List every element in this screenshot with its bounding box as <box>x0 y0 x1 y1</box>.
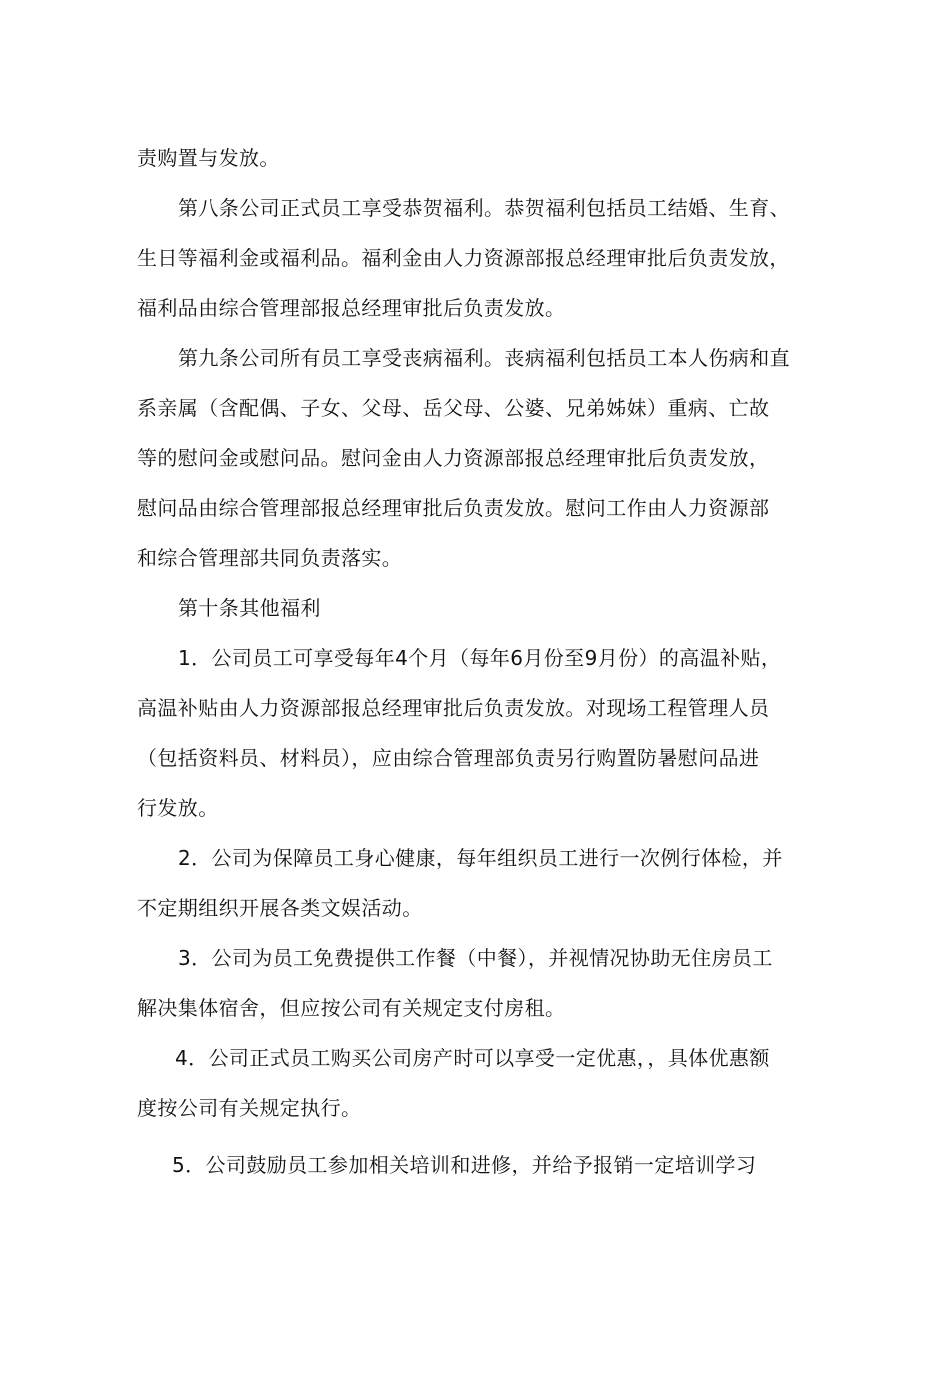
text-line: 解决集体宿舍，但应按公司有关规定支付房租。 <box>137 996 566 1020</box>
article-9-heading-line: 第九条公司所有员工享受丧病福利。丧病福利包括员工本人伤病和直 <box>178 346 790 370</box>
text-line: 福利品由综合管理部报总经理审批后负责发放。 <box>137 296 566 320</box>
text-line: 和综合管理部共同负责落实。 <box>137 546 403 570</box>
text-line: （包括资料员、材料员），应由综合管理部负责另行购置防暑慰问品进 <box>137 746 760 770</box>
article-8-heading-line: 第八条公司正式员工享受恭贺福利。恭贺福利包括员工结婚、生育、 <box>178 196 790 220</box>
text-line: 系亲属（含配偶、子女、父母、岳父母、公婆、兄弟姊妹）重病、亡故 <box>137 396 770 420</box>
article-10-heading: 第十条其他福利 <box>178 596 321 620</box>
list-item-2-line: 2．公司为保障员工身心健康，每年组织员工进行一次例行体检，并 <box>178 846 783 870</box>
text-line: 等的慰问金或慰问品。慰问金由人力资源部报总经理审批后负责发放， <box>137 446 770 470</box>
text-line: 生日等福利金或福利品。福利金由人力资源部报总经理审批后负责发放， <box>137 246 790 270</box>
list-item-5-line: 5．公司鼓励员工参加相关培训和进修，并给予报销一定培训学习 <box>172 1153 757 1177</box>
text-line: 不定期组织开展各类文娱活动。 <box>137 896 423 920</box>
text-line: 责购置与发放。 <box>137 146 280 170</box>
list-item-3-line: 3．公司为员工免费提供工作餐（中餐），并视情况协助无住房员工 <box>178 946 773 970</box>
text-line: 慰问品由综合管理部报总经理审批后负责发放。慰问工作由人力资源部 <box>137 496 770 520</box>
text-line: 度按公司有关规定执行。 <box>137 1096 362 1120</box>
list-item-4-line: 4．公司正式员工购买公司房产时可以享受一定优惠，，具体优惠额 <box>175 1046 770 1070</box>
text-line: 行发放。 <box>137 796 219 820</box>
text-line: 高温补贴由人力资源部报总经理审批后负责发放。对现场工程管理人员 <box>137 696 770 720</box>
list-item-1-line: 1．公司员工可享受每年4个月（每年6月份至9月份）的高温补贴， <box>178 646 782 670</box>
